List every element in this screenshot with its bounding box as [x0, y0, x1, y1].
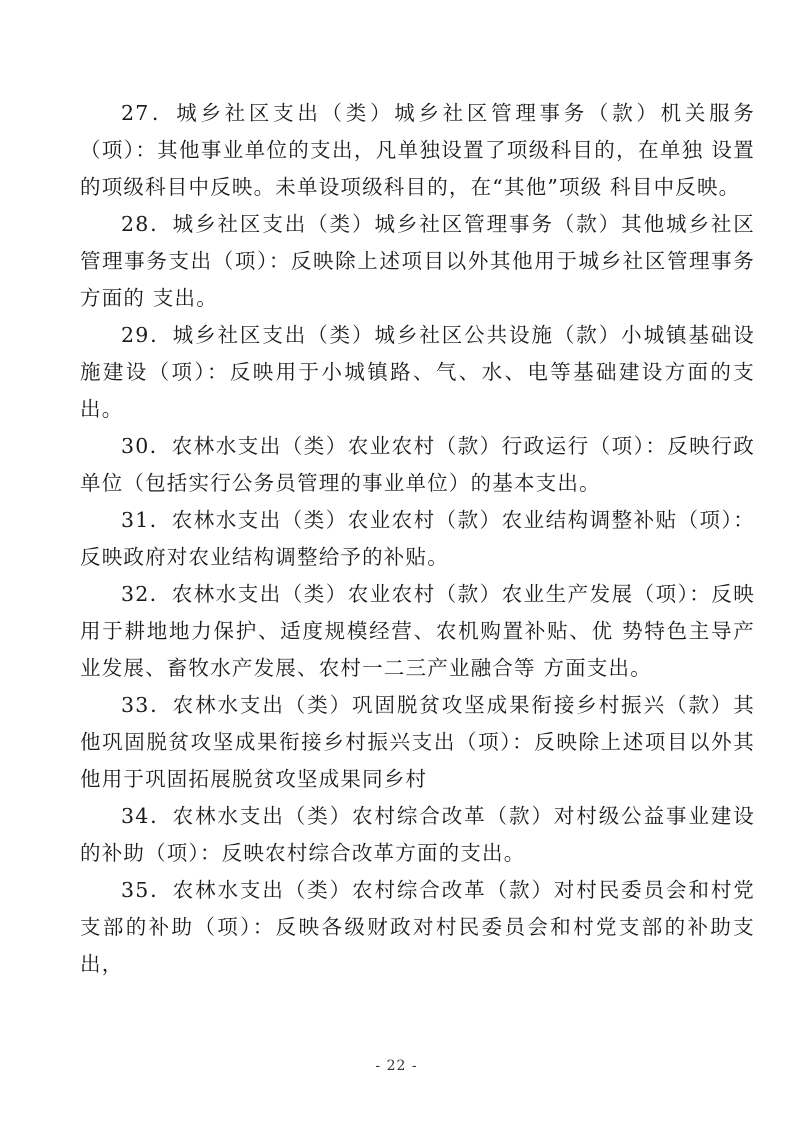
paragraph-31: 31．农林水支出（类）农业农村（款）农业结构调整补贴（项）：反映政府对农业结构调整给予的补贴。 — [80, 508, 755, 569]
document-body — [80, 95, 755, 983]
page-number: - 22 - — [375, 1058, 418, 1074]
paragraph-29: 29．城乡社区支出（类）城乡社区公共设施（款）小城镇基础设施建设（项）：反映用于小城镇路、气、水、电等基础建设方面的支出。 — [80, 323, 755, 421]
paragraph-27: 27．城乡社区支出（类）城乡社区管理事务（款）机关服务（项）：其他事业单位的支出，凡单独设置了项级科目的，在单独 设置的项级科目中反映。未单设项级科目的，在“其他”项级 科目中反映。 — [80, 101, 755, 199]
paragraph-28: 28．城乡社区支出（类）城乡社区管理事务（款）其他城乡社区管理事务支出（项）：反映除上述项目以外其他用于城乡社区管理事务方面的 支出。 — [80, 212, 755, 310]
paragraph-32: 32．农林水支出（类）农业农村（款）农业生产发展（项）：反映用于耕地地力保护、适度规模经营、农机购置补贴、优 势特色主导产业发展、畜牧水产发展、农村一二三产业融合等 方面支出。 — [80, 582, 755, 680]
paragraph-33: 33．农林水支出（类）巩固脱贫攻坚成果衔接乡村振兴（款）其他巩固脱贫攻坚成果衔接乡村振兴支出（项）：反映除上述项目以外其他用于巩固拓展脱贫攻坚成果同乡村 — [80, 693, 755, 791]
paragraph-35: 35．农林水支出（类）农村综合改革（款）对村民委员会和村党支部的补助（项）：反映各级财政对村民委员会和村党支部的补助支出， — [80, 878, 755, 976]
paragraph-34: 34．农林水支出（类）农村综合改革（款）对村级公益事业建设的补助（项）：反映农村综合改革方面的支出。 — [80, 804, 755, 865]
paragraph-30: 30．农林水支出（类）农业农村（款）行政运行（项）：反映行政单位（包括实行公务员管理的事业单位）的基本支出。 — [80, 434, 755, 495]
